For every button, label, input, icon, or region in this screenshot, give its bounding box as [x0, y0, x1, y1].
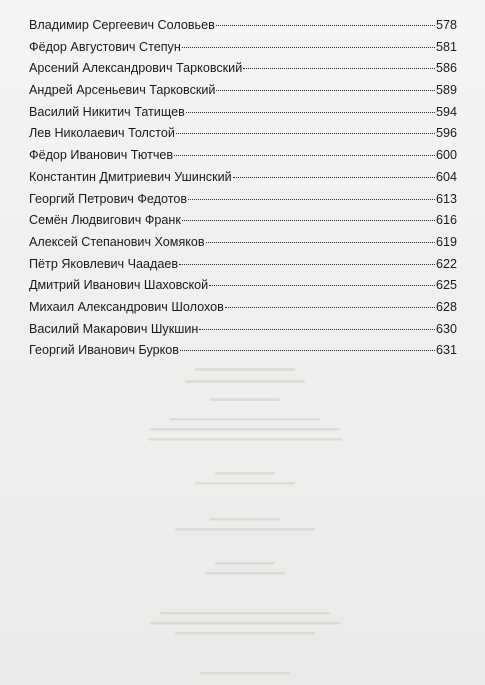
- toc-entry-name: Лев Николаевич Толстой: [29, 126, 175, 141]
- toc-entry-page: 594: [435, 104, 457, 119]
- toc-entry-name: Георгий Иванович Бурков: [29, 343, 179, 358]
- dot-leader: [233, 177, 435, 178]
- toc-entry[interactable]: [29, 254, 457, 276]
- toc-entry-name: Арсений Александрович Тарковский: [29, 61, 243, 76]
- toc-entry-page: 600: [435, 148, 457, 163]
- dot-leader: [182, 47, 435, 48]
- toc-entry-page: 586: [435, 61, 457, 76]
- toc-entry[interactable]: [29, 37, 457, 59]
- toc-entry-name: Пётр Яковлевич Чаадаев: [29, 256, 179, 271]
- dot-leader: [243, 68, 435, 69]
- dot-leader: [199, 329, 435, 330]
- toc-entry-page: 578: [435, 18, 457, 32]
- dot-leader: [180, 350, 435, 351]
- dot-leader: [182, 220, 435, 221]
- table-of-contents: [29, 15, 457, 362]
- toc-entry[interactable]: [29, 123, 457, 145]
- dot-leader: [179, 264, 435, 265]
- toc-entry-name: Михаил Александрович Шолохов: [29, 299, 224, 314]
- toc-entry[interactable]: [29, 167, 457, 189]
- toc-entry[interactable]: [29, 102, 457, 124]
- toc-entry-name: Фёдор Августович Степун: [29, 39, 181, 54]
- toc-entry-page: 628: [435, 299, 457, 314]
- toc-entry[interactable]: [29, 340, 457, 362]
- toc-entry-page: 622: [435, 256, 457, 271]
- toc-entry[interactable]: [29, 275, 457, 297]
- toc-entry[interactable]: [29, 189, 457, 211]
- toc-entry[interactable]: [29, 319, 457, 341]
- dot-leader: [216, 90, 435, 91]
- toc-entry[interactable]: [29, 210, 457, 232]
- toc-entry-name: Константин Дмитриевич Ушинский: [29, 169, 232, 184]
- show-through-text: [0, 372, 485, 380]
- dot-leader: [186, 112, 435, 113]
- toc-entry-name: Владимир Сергеевич Соловьев: [29, 18, 215, 32]
- toc-entry[interactable]: [29, 15, 457, 37]
- toc-entry[interactable]: [29, 58, 457, 80]
- toc-entry-name: Василий Никитич Татищев: [29, 104, 185, 119]
- toc-entry-page: 589: [435, 83, 457, 98]
- toc-entry-page: 619: [435, 234, 457, 249]
- toc-entry-page: 631: [435, 343, 457, 358]
- toc-entry-name: Семён Людвигович Франк: [29, 213, 181, 228]
- toc-entry-name: Дмитрий Иванович Шаховской: [29, 278, 209, 293]
- dot-leader: [209, 285, 435, 286]
- toc-entry[interactable]: [29, 80, 457, 102]
- toc-entry-page: 616: [435, 213, 457, 228]
- toc-entry-page: 596: [435, 126, 457, 141]
- toc-entry[interactable]: [29, 232, 457, 254]
- dot-leader: [206, 242, 435, 243]
- toc-entry-name: Георгий Петрович Федотов: [29, 191, 188, 206]
- dot-leader: [188, 199, 435, 200]
- toc-entry[interactable]: [29, 145, 457, 167]
- toc-entry-page: 613: [435, 191, 457, 206]
- toc-entry-page: 604: [435, 169, 457, 184]
- toc-entry-name: Фёдор Иванович Тютчев: [29, 148, 174, 163]
- toc-entry-page: 625: [435, 278, 457, 293]
- toc-entry-name: Василий Макарович Шукшин: [29, 321, 199, 336]
- dot-leader: [176, 133, 435, 134]
- dot-leader: [216, 25, 435, 26]
- toc-entry-name: Алексей Степанович Хомяков: [29, 234, 205, 249]
- dot-leader: [225, 307, 435, 308]
- toc-entry-name: Андрей Арсеньевич Тарковский: [29, 83, 216, 98]
- toc-entry-page: 581: [435, 39, 457, 54]
- toc-entry[interactable]: [29, 297, 457, 319]
- toc-entry-page: 630: [435, 321, 457, 336]
- dot-leader: [174, 155, 435, 156]
